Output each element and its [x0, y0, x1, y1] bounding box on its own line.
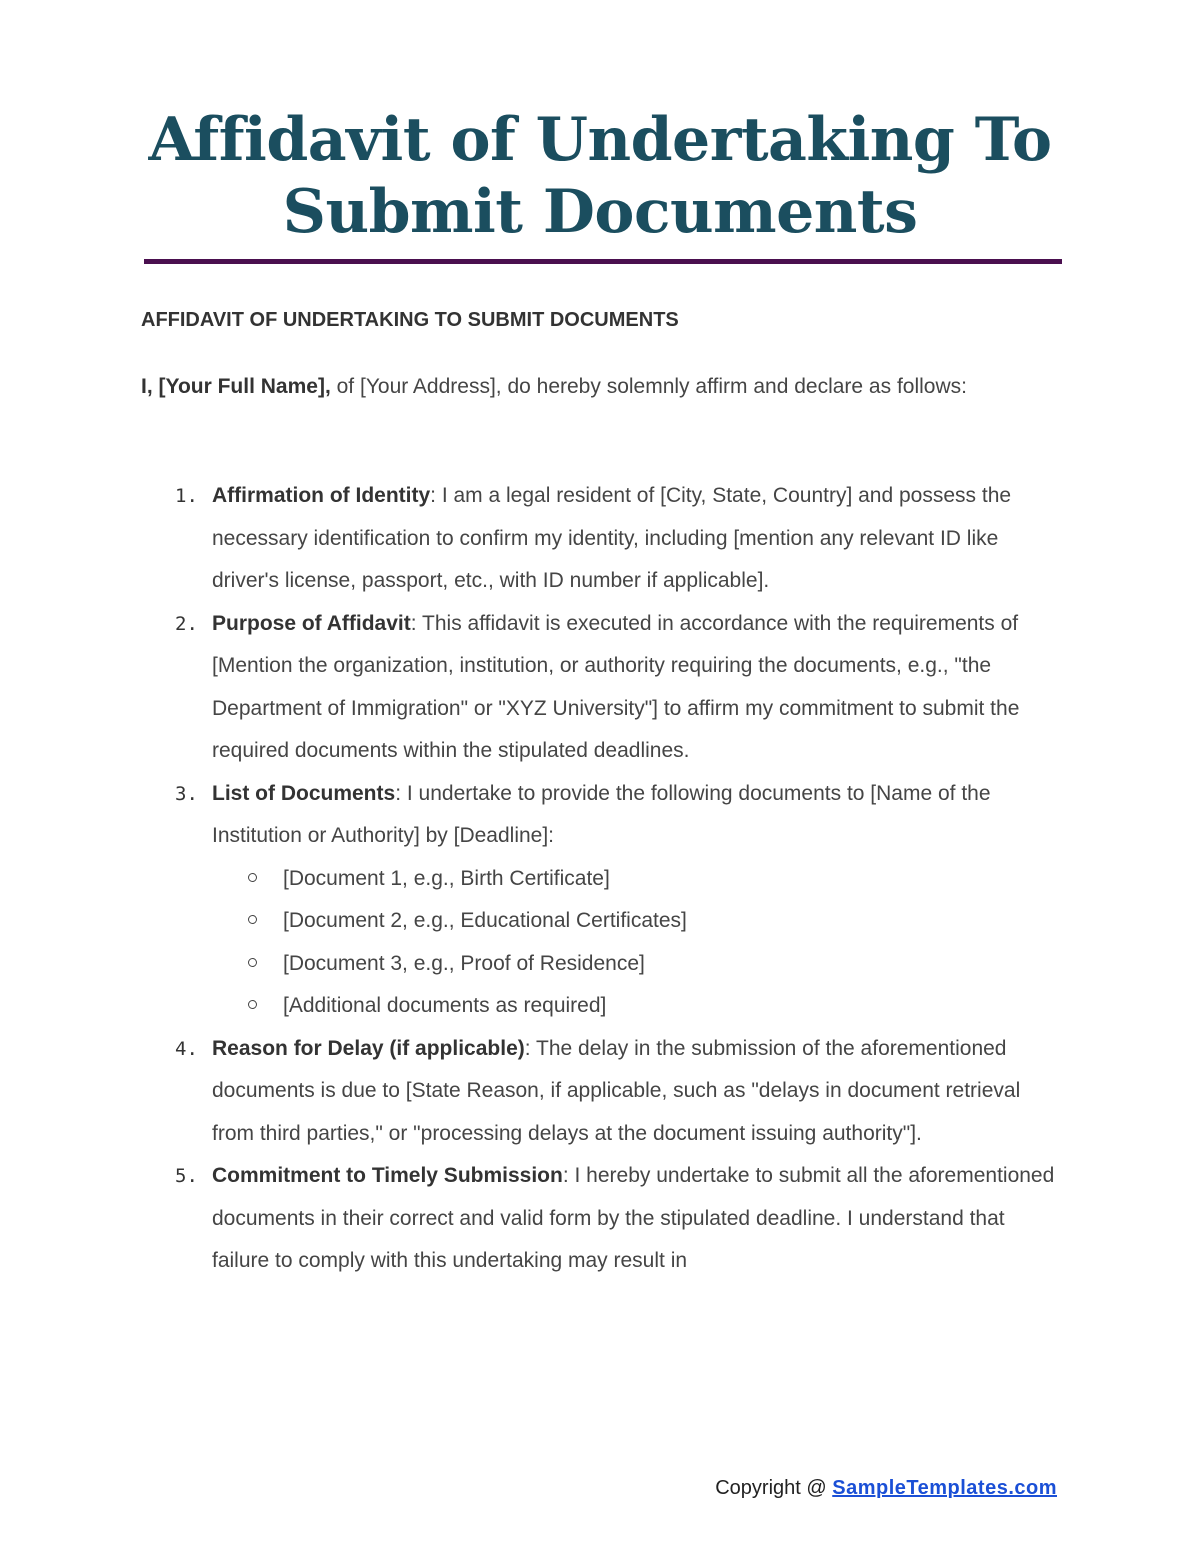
title-divider — [144, 259, 1062, 264]
affidavit-heading: AFFIDAVIT OF UNDERTAKING TO SUBMIT DOCUMENTS — [141, 309, 679, 331]
item-number: 1. — [175, 485, 198, 507]
item-number: 2. — [175, 612, 198, 635]
item-text: : I undertake to provide the following documents to [Name of the Institution or Authority] by [Deadline]: — [212, 781, 991, 847]
sampletemplates-link[interactable]: SampleTemplates.com — [832, 1477, 1057, 1499]
document-entry-text: [Document 3, e.g., Proof of Residence] — [283, 951, 645, 975]
list-item — [141, 1028, 1061, 1156]
item-text: : This affidavit is executed in accordance with the requirements of [Mention the organization, institution, or authority requiring the documents, e.g., "the Department of Immigration" or "XYZ University"] to affirm my commitment to submit the required documents within the stipulated deadlines. — [212, 611, 1020, 762]
item-label: List of Documents — [212, 781, 396, 805]
item-text: : I hereby undertake to submit all the aforementioned documents in their correct and valid form by the stipulated deadline. I understand that failure to comply with this undertaking may result in — [212, 1164, 1055, 1272]
documents-list — [212, 858, 1061, 1028]
document-entry — [212, 943, 1061, 986]
item-number: 3. — [175, 782, 198, 805]
circle-bullet-icon — [248, 915, 257, 924]
intro-paragraph — [141, 366, 1041, 409]
item-label: Reason for Delay (if applicable) — [212, 1036, 525, 1060]
list-item — [141, 773, 1061, 1028]
list-item — [141, 603, 1061, 773]
list-item — [141, 475, 1061, 603]
copyright-text: Copyright @ — [715, 1477, 833, 1499]
circle-bullet-icon — [248, 958, 257, 967]
title-line-2: Submit Documents — [282, 177, 918, 247]
item-text: : I am a legal resident of [City, State, Country] and possess the necessary identification to confirm my identity, including [mention any relevant ID like driver's license, passport, etc., with ID number if applicable]. — [212, 484, 1012, 592]
circle-bullet-icon — [248, 873, 257, 882]
document-entry — [212, 858, 1061, 901]
item-text: : The delay in the submission of the aforementioned documents is due to [State Reason, if applicable, such as "delays in document retrieval from third parties," or "processing delays at the document issuing authority"]. — [212, 1036, 1021, 1145]
list-item — [141, 1155, 1061, 1283]
affidavit-items — [141, 475, 1061, 1283]
document-entry — [212, 900, 1061, 943]
item-label: Affirmation of Identity — [212, 484, 431, 507]
item-label: Purpose of Affidavit — [212, 611, 411, 635]
document-entry-text: [Document 2, e.g., Educational Certificates] — [283, 909, 687, 932]
document-entry — [212, 985, 1061, 1028]
intro-text: of [Your Address], do hereby solemnly affirm and declare as follows: — [330, 375, 967, 398]
intro-name: I, [Your Full Name], — [141, 375, 331, 398]
document-entry-text: [Additional documents as required] — [283, 994, 607, 1017]
item-number: 5. — [175, 1165, 198, 1187]
title-line-1: Affidavit of Undertaking To — [148, 105, 1052, 175]
item-number: 4. — [175, 1037, 198, 1060]
item-label: Commitment to Timely Submission — [212, 1164, 563, 1187]
document-title — [100, 104, 1100, 248]
footer-copyright — [715, 1477, 1057, 1500]
document-entry-text: [Document 1, e.g., Birth Certificate] — [283, 866, 610, 890]
circle-bullet-icon — [248, 1000, 257, 1009]
